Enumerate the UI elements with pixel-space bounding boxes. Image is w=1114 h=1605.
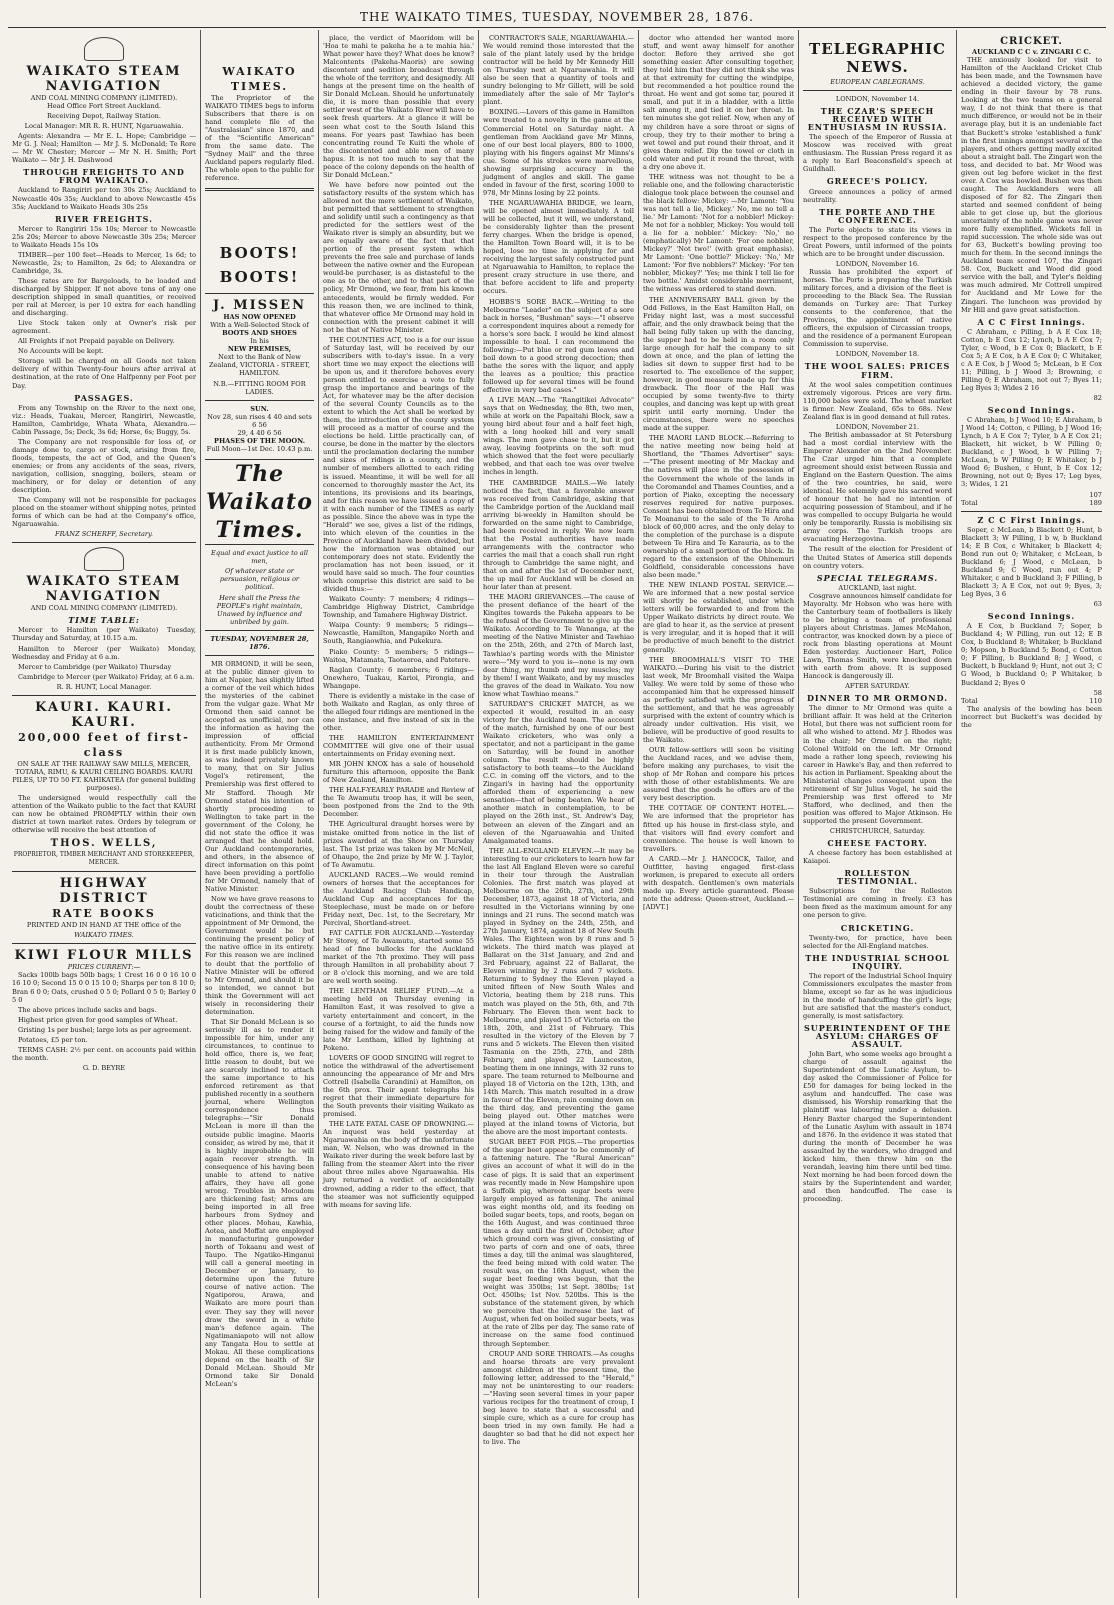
article-paragraph: MR JOHN KNOX has a sale of household furniture this afternoon, opposite the Bank of New Zealand, Hamilton. [323, 760, 474, 785]
divider [12, 542, 196, 543]
cable-body: The Porte objects to state its views in respect to the proposed conference by the Great Powers, until informed of the points which are to be brought under discussion. [803, 225, 952, 258]
article-paragraph: A LIVE MAN.—The "Rangitikei Advocate" says that on Wednesday, the 8th, two men, while at work on the Papaitahi Block, saw a young bird about four and a half feet high, with a long hooked bill and very small wings. The men gave chase to it, but it got away, leaving footprints on the soft mud which showed that the feet were peculiarly webbed, and that each toe was over twelve inches in length. [483, 396, 634, 477]
article-paragraph: AUCKLAND RACES.—We would remind owners of horses that the acceptances for the Auckland Racing Club Handicap, Auckland Cup and acceptances for the Steeplechase, must be made on or before Friday next, Dec. 1st, to the Secretary, Mr Percival, Shortland-street. [323, 870, 474, 928]
sun-times: Nov 28, sun rises 4 40 and sets 6 56 [207, 413, 312, 430]
missen-in: In his [250, 336, 269, 345]
cricket-report: THE anxiously looked for visit to Hamilton of the Auckland Cricket Club has been made, and the Townsmen have achieved a decided victory, the game ending in their favour by 78 runs. Looking at the two teams on a general way, I do not think that there is that much difference, or would not be in their average play, but it is an undeniable fact that Buckett's stroke 'established a funk' in the first innings amongst several of the players, and others getting madly excited about a straight ball. The Zingari won the toss, and decided to bat. Mr Wood was given out leg before wicket in the first over. A Cox was bowled. Bushen was then caught. The Aucklanders were all disposed of for 82. The Zingari then started and seemed confident of being able to get close up, but the glorious uncertainty of the noble game was never more fully exemplified. Wickets fell in rapid succession. The whole side was out for 63, Buckett's bowling proving too much for them. In the second innings the Auckland team scored 107, the Zingari 58. Cox, Buckett and Wood did good service with the ball, and Tyler's fielding was much admired. Mr Cottrell umpired for Auckland and Mr Lowe for the Zingari. The luncheon was provided by Mr Hill and gave great satisfaction. [961, 56, 1102, 314]
company-note: The Company will not be responsible for packages placed on the steamer without shipping notes, printed forms of which can be had at the Company's office, Ngaruawahia. [12, 496, 196, 529]
article-paragraph: SATURDAY'S CRICKET MATCH, as we expected it would, resulted in an easy victory for the Auckland team. The account of the match, furnished by one of our best Waikato cricketers, who was only a spectator, and not a participant in the game on Saturday, will be found in another column. The result should be highly satisfactory to both teams—to the Auckland C.C. in coming off the victors, and to the Zingari's in having had the opportunity afforded them of experiencing a new sensation—that of being beaten. We hear of another match in contemplation, to be played on the 26th inst., St. Andrew's Day, between an eleven of the Zingari and an eleven of the Ngaruawahia and United Amalgamated teams. [483, 699, 634, 845]
cable-heading: THE PORTE AND THE CONFERENCE. [819, 206, 936, 225]
ad2-subtitle: AND COAL MINING COMPANY (LIMITED). [30, 604, 178, 613]
ad-steam-nav-subtitle: AND COAL MINING COMPANY (LIMITED). [30, 94, 178, 102]
article-paragraph: SUGAR BEET FOR PIGS.—The properties of the sugar beet appear to be commonly of a fattening nature. The "Rural American" gives an account of what it will do in the case of pigs. It is said that an experiment was recently made in New Hampshire upon a Suffolk pig, whereon sugar beets were largely employed as fattening. The animal was eight months old, and its feeding on boiled sugar beets, tops, and roots, began on the 16th August, and was continued three times a day until the first of October, after which ground corn was given, consisting of two parts of corn and one of oats, three times a day, till the animal was slaughtered, the feed being mixed with cold water. The result was, on the 16th August, when the sugar beet feeding was begun, that the weight was 350lbs; 1st Sept. 380lbs; 1st Oct. 450lbs; 1st Nov. 520lbs. This is the substance of the statement given, by which we perceive that the increase the last of August, when fed on boiled sugar beets, was at the rate of 2lbs per day. The same rate of increase on the same food continued through September. [483, 1138, 634, 1348]
article-paragraph: THE Agricultural draught horses were by mistake omitted from notice in the list of prizes awarded at the Show on Thursday last. The 1st prize was taken by Mr McNeil, of Ohaupo, the 2nd prize by Mr W. J. Taylor, of Te Awamutu. [323, 820, 474, 869]
ad2-signature: R. R. HUNT, Local Manager. [56, 682, 152, 691]
divider [205, 655, 314, 656]
divider [12, 871, 196, 872]
columns [8, 30, 1106, 1598]
cable-date: LONDON, November 14. [835, 95, 920, 104]
cable-heading: THE CZAR'S SPEECH RECEIVED WITH ENTHUSIASM IN RUSSIA. [807, 106, 948, 133]
column-5 [638, 30, 798, 1598]
kauri-role: PROPRIETOR, TIMBER MERCHANT AND STOREKEEPER, MERCER. [13, 851, 195, 867]
telegram-body: Twenty-two, for practice, have been selected for the All-England matches. [803, 933, 952, 950]
cable-date: LONDON, November 21. [835, 422, 920, 431]
column-3 [318, 30, 478, 1598]
time-table-line: Cambridge to Mercer (per Waikato) Friday, at 6 a.m. [18, 672, 195, 681]
leader-paragraph: MR ORMOND, it will be seen, at the public dinner given to him at Napier, has slightly lifted a corner of the veil which hides the mysteries of the cabinet from the vulgar gaze. What Mr Ormond then said cannot be accepted as unofficial, nor can the information as having the impression of official authenticity. From Mr Ormond it is first made publicly known, as was indeed privately known to many, that on Sir Julius Vogel's retirement, the Premiership was first offered to Mr Stafford. Though Mr Ormond stated his intention of shortly proceeding to Wellington to take part in the government of the Colony, he did not state the office it was arranged that he should hold. Our Auckland contemporaries, and others, in the absence of direct information on this point have been providing a portfolio for Mr Ormond, namely that of Native Minister. [205, 659, 314, 894]
telegram-heading: ROLLESTON TESTIMONIAL. [836, 868, 919, 887]
cable-heading: GREECE'S POLICY. [826, 176, 929, 187]
ad-note: No Accounts will be kept. [18, 347, 104, 356]
article-paragraph: doctor who attended her wanted more stuff, and went away himself for another doctor. Before they arrived she got something easier. After consulting together, they told him that they did not think she was at that extremity for cutting the windpipe, but recommended a hot poultice round the throat. He went and got some tar, poured it small, and put it in a bladder, with a little salt among it, and tied it on her throat. In ten minutes she got relief. Now, when any of my children have a sore throat or signs of croup, they try to their mother to bring a wet towel and put round their throat, and it gives them relief. Dip the towel or cloth in cold water and put it round the throat, with a dry one above it. [643, 34, 794, 171]
kiwi-price-lines: Sacks 100lb bags 50lb bags; 1 Crest 16 0 0 16 10 0 16 10 0; Second 15 0 0 15 10 0; Sharps per ton 8 10 0; Bran 6 0 0; Oats, crushed 0 5 0; Pollard 0 5 0; Barley 0 5 0 [12, 971, 196, 1004]
telegram-body: Subscriptions for the Rolleston Testimonial are coming in freely. £3 has been fixed as the maximum amount for any one person to give. [803, 887, 952, 920]
article-paragraph: LOVERS OF GOOD SINGING will regret to notice the withdrawal of the advertisement announcing the appearance of Mr and Mrs Cottrell (Isabella Carandini) at Hamilton, on the 6th prox. Their agent telegraphs his regret that their immediate departure for the South prevents their visiting Waikato as promised. [323, 1053, 474, 1119]
cable-body: The British ambassador at St Petersburg had a most cordial interview with the Emperor Alexander on the 2nd November. The Czar urged him that a complete agreement should exist between Russia and England on the Eastern Question. The aims of the two countries, he said, were identical. He solemnly gave his sacred word of honour that he had no intention of acquiring possession of Stamboul, and if he was compelled to occupy Bulgaria he would only be temporarily. Russia is mobilising six army corps. The Turkish troops are evacuating Herzegovina. [803, 430, 952, 544]
article-paragraph: THE LENTHAM RELIEF FUND.—At a meeting held on Thursday evening in Hamilton East, it was resolved to give a variety entertainment and concert, in the course of a fortnight, to aid the funds now being raised for the widow and family of the late Mr Lentham, killed by lightning at Pokeno. [323, 987, 474, 1052]
kauri-feet: 200,000 feet of first-class [18, 730, 190, 759]
column-1-advertisements [8, 30, 200, 1598]
telegram-body: John Bart, who some weeks ago brought a charge of assault against the Superintendent of the Lunatic Asylum, to-day asked the Commissioner of Police for £50 for damages for being locked in the asylum and handcuffed. The case was dismissed, his Worship remarking that the plaintiff was labouring under a delusion. Henry Baxter charged the Superintendent of the Lunatic Asylum with assault in 1874 and 1876. In the evidence it was stated that during the month of December he was assaulted by the warders, who dragged and kicked him, then threw him on the verandah, leaving him there until bed time. Next morning he had been forced down the stairs by the Superintendent and warder, and then handcuffed. The case is proceeding. [803, 1050, 952, 1203]
ad-steam-nav-title: WAIKATO STEAM NAVIGATION [26, 64, 182, 94]
time-table-line: Mercer to Cambridge (per Waikato) Thursday [18, 662, 172, 671]
missen-name: J. MISSEN [213, 297, 306, 313]
company-note: The Company are not responsible for loss of, or damage done to, cargo or stock, arising from fire, floods, tempests, the act of God, and the Queen's enemies; or from any accidents of the seas, rivers, navigation, collision, snagging, boilers, steam or machinery, or for delay or detention of any description. [12, 437, 196, 495]
kauri-note: The undersigned would respectfully call the attention of the Waikato public to the fact that KAURI can now be obtained PROMPTLY within their own district at town market rates. Orders by telegram or otherwise will receive the best attention of [12, 793, 196, 835]
telegram-heading: THE INDUSTRIAL SCHOOL INQUIRY. [805, 952, 950, 971]
article-paragraph: FAT CATTLE FOR AUCKLAND.—Yesterday Mr Storey, of Te Awamutu, started some 55 head of fine bullocks for the Auckland market of the 7th proximo. They will pass through Hamilton in all probability about 7 or 8 o'clock this morning, and we are told are well worth seeing. [323, 929, 474, 986]
telegram-body: A cheese factory has been established at Kaiapoi. [803, 849, 952, 866]
ad-receiving-depot: Receiving Depot, Railway Station. [46, 112, 162, 121]
moon-phase: Full Moon—1st Dec. 10.43 p.m. [206, 445, 313, 454]
ad-note: These rates are for Bargeloads, to be loaded and discharged by Shipper. If not above tons of any one description shipped in small quantities, or received per rail at Mercer, is per 10 extra for each handling and discharging. [12, 276, 196, 318]
waikato-times-notice-body: The Proprietor of the WAIKATO TIMES begs to inform Subscribers that there is on hand complete file of the "Australasian" since 1870, and of the "Scientific American" from the same date. The "Sydney Mail" and the three Auckland papers regularly filed. The whole open to the public for reference. [205, 94, 314, 183]
kauri-mill: ON SALE AT THE RAILWAY SAW MILLS, MERCER, [17, 759, 191, 768]
ship-emblem-icon [84, 37, 124, 61]
innings-total-row [961, 600, 1102, 608]
cable-date: LONDON, November 16. [835, 259, 920, 268]
article-paragraph: THE NEW INLAND POSTAL SERVICE.—We are informed that a new postal service will shortly be established, under which letters will be forwarded to and from the Upper Waikato districts by direct route. We are glad to hear it, as the service at present is very irregular, and it is hoped that it will be productive of much benefit to the district generally. [643, 581, 794, 654]
paper-title: The Waikato Times. [206, 461, 313, 544]
match-total: 110 [1089, 696, 1102, 705]
missen-address: Next to the Bank of New Zealand, VICTORIA - STREET, HAMILTON. [208, 352, 311, 377]
telegram-heading: CHEESE FACTORY. [827, 838, 928, 849]
telegram-heading: DINNER TO MR ORMOND. [806, 693, 949, 704]
missen-opened: HAS NOW OPENED [223, 312, 296, 321]
innings-scores: C Abraham, c Pilling, b A E Cox 18; Cotton, b E Cox 12; Lynch, b A E Cox 7; Tyler, c Wood, b E Cox 0; Blackett, b E Cox 5; A E Cox, b A E Cox 0; C Whitaker, c A E Cox, b J Wood 5; McLean, b E Cox 11; Pilling, b J Wood 3; Browning, c Pilling 0; E Abraham, not out 7; Byes 11; Leg Byes 3; Wides 2 16 [961, 327, 1102, 392]
match-total: 189 [1089, 498, 1102, 507]
innings-total: 107 [1089, 490, 1102, 499]
article-paragraph: Waipa County: 9 members; 5 ridings—Newcastle, Hamilton, Mangapiko North and South, Rangiaowhia, and Pukekura. [323, 621, 474, 646]
divider [205, 400, 314, 401]
article-paragraph: THE COTTAGE OF CONTENT HOTEL.—We are informed that the proprietor has fitted up his house in first-class style, and that visitors will find every comfort and convenience. The house is well known to travellers. [643, 804, 794, 853]
passages-heading: PASSAGES. [74, 392, 134, 403]
innings-total: 63 [1093, 600, 1102, 609]
time-table-line: Hamilton to Mercer (per Waikato) Monday, Wednesday and Friday at 6 a.m. [12, 644, 196, 661]
telegram-body: The report of the Industrial School Inquiry Commissioners exculpates the master from blame, except so far as he was injudicious in the mode of handcuffing the girl's legs; but are satisfied that the master's conduct, generally, is most satisfactory. [803, 971, 952, 1020]
article-paragraph: THE MAORI GRIEVANCES.—The cause of the present defiance of the heart of the Kingites towards the Pakeha appears to be the refusal of the Government to give up the Waikato. According to Te Wananga, at the meeting of the Native Minister and Tawhiao on the 25th, 26th, and 27th of March last, Tawhiao's parting words with the Minister were—"My word to you is—none is my own dear thing, my thumb and my muscles; my by them! I want Waikato, and by my muscles the graves of the dead in Waikato. You now know what Tawhiao means." [483, 593, 634, 698]
total-label: Total [961, 696, 978, 705]
innings-total-row [961, 394, 1102, 402]
telegram-date: AFTER SATURDAY. [845, 682, 910, 691]
divider [205, 630, 314, 631]
passages-text: From any Township on the River to the next one, viz.: Heads, Tuakau, Mercer, Rangiriri, Newcastle, Hamilton, Cambridge, Whata Whata, Alexandra.—Cabin Passage, 5s; Deck, 3s 6d; Horse, 6s; Buggy, 5s. [12, 403, 196, 436]
kauri-kinds: TOTARA, RIMU, & KAURI CEILING BOARDS. KAURI PILES, UP TO 50 FT. KAHIKATEA (for general building purposes). [12, 767, 196, 792]
innings-scores: Soper, c McLean, b Blackett 0; Hunt, b Blackett 3; W Pilling, l b w, b Buckland 14; E B Cox, c Whitaker, b Blackett 4; Bond run out 0; Whitaker, c McLean, b Buckland 6; J Wood, c McLean, b Buckland 9; C Wood, run out 4; P Whitaker, c and b Buckland 3; F Pilling, b Blackett 3; A E Cox, not out 9; Byes, 3; Leg Byes, 3 6 [961, 525, 1102, 599]
innings-total: 58 [1093, 688, 1102, 697]
total-label: Total [961, 498, 978, 507]
kiwi-grist: Gristing 1s per bushel; large lots as per agreement. [18, 1025, 192, 1034]
ad2-title: WAIKATO STEAM NAVIGATION [26, 574, 182, 605]
innings-scores: C Abraham, b J Wood 10; E Abraham, b J Wood 14; Cotton, c Pilling, b J Wood 16; Lynch, b A E Cox 7; Tyler, b A E Cox 21; Blackett, hit wicket, b W Pilling 0; Buckland, c J Wood, b W Pilling 7; McLean, b W Pilling 0; E Whitaker, b J Wood 6; Bushen, c Hunt, b E Cox 12; Browning, not out 0; Byes 17; Leg byes, 3; Wides, 1 21 [961, 416, 1102, 489]
article-paragraph: A CARD.—Mr J. HANCOCK, Tailor, and Outfitter, having engaged first-class workmen, is prepared to execute all orders with despatch. Gentlemen's own materials made up. Every article guaranteed. Please note the address: Queen-street, Auckland.—[ADVT.] [643, 854, 794, 911]
ad-freight-rates: Auckland to Rangiriri per ton 30s 25s; Auckland to Newcastle 40s 35s; Auckland to above Newcastle 45s 35s; Auckland to Waikato Heads 30s 25s [12, 186, 196, 211]
innings-total-row [961, 491, 1102, 499]
sun-times: 29, 4 40 6 56 [237, 429, 282, 438]
kiwi-note: The above prices include sacks and bags. [18, 1005, 157, 1014]
divider [803, 90, 952, 91]
ad-agents: Agents: Alexandra — Mr E. L. Hope; Cambridge — Mr G. J. Neal; Hamilton — Mr J. S. McDonald; Te Rore — Mr W. Chester; Mercer — Mr N. H. Smith; Port Waikato — Mr J. H. Dashwood [12, 132, 196, 165]
column-4 [478, 30, 638, 1598]
telegram-body: Cosgrave announces himself candidate for Mayoralty. Mr Hobson who was here with the Canterbury team of footballers is likely to be bringing a team of professional players about Christmas. James McMahon, contractor, was knocked down by a piece of rock from blasting operations at Mount Eden yesterday. Auctioneer Hart, Police Lawn, Thomas Smith, were knocked down with earth from above. It is supposed Hancock is dangerously ill. [803, 591, 952, 681]
divider [12, 943, 196, 944]
kiwi-wheat: Highest price given for good samples of Wheat. [18, 1015, 178, 1024]
ad-timber-rates: TIMBER—per 100 feet—Heads to Mercer, 1s 6d; to Newcastle, 2s; to Hamilton, 2s 6d; to Alexandra or Cambridge, 3s. [12, 250, 196, 275]
motto: Here shall the Press the PEOPLE's right maintain, Unawed by influence and unbribed by gain. [216, 593, 303, 626]
article-paragraph: THE witness was not thought to be a reliable one, and the following characteristic dialogue took place between the counsel and the black fellow: Mickey: —Mr Lamont: 'You was not tell a lie, Mickey.' No, me no tell a lie.' Mr Lamont: 'Not for a nobbler! Mickey: Me not for a nobbler, Mickey: You would tell a lie for a nobbler.' Mickey: 'No,' no (emphatically) Mr Lamont: 'For one nobbler, Mickey?' 'Not two!' (with great emphasis). Mr Lamont: 'One bottle?' Mickey: 'No,' Mr Lamont: 'For five nobblers?' Mickey: 'For ten nobbler, Mickey?' 'Yes; me think I tell lie for two bottle.' Amidst considerable merriment, the witness was ordered to stand down. [643, 172, 794, 294]
highway-title: HIGHWAY DISTRICT [59, 876, 149, 907]
cable-body: At the wool sales competition continues extremely vigorous. Prices are very firm. 110,000 bales were sold. The wheat market is firmer. New Zealand, 65s to 68s. New Zealand flax is in good demand at full rates. [803, 380, 952, 421]
column-2 [200, 30, 318, 1598]
leader-paragraph: Now we have grave reasons to doubt the correctness of these vaticinations, and think that the appointment of Mr Ormond, the Government would be but continuing the present policy of the native office in its entirety. For this reason we are inclined to doubt that the portfolio of Native Minister will be offered to Mr Ormond, and should it be so intended, we cannot but think the Government will act wisely in reconsidering their determination. [205, 895, 314, 1016]
innings-scores: A E Cox, b Buckland 7; Soper, b Buckland 4; W Pilling, run out 12; E B Cox, b Buckland 8; Whitaker, b Buckland 0; Mopson, b Buckland 5; Bond, c Cotton 0; F Pilling, b Buckland 8; J Wood, c Buckett, b Buckland 9; Hunt, not out 3; C G Wood, b Buckland 0; P Whitaker, b Buckland 2; Byes 0 [961, 622, 1102, 687]
kauri-signature: THOS. WELLS, [50, 838, 158, 850]
article-paragraph: Piako County: 5 members; 5 ridings—Waitoa, Matamata, Taotaoroa, and Patetere. [323, 647, 474, 664]
article-paragraph: HOBBS'S SORE BACK.—Writing to the Melbourne "Leader" on the subject of a sore back in horses, "Bushman" says:—"I observe a correspondent inquires about a remedy for a horse's sore back. I would be kind almost impossible to heal. I can recommend the following:—Put blue or red gum leaves and boil down to a good strong decoction; then bathe the sores with the liquor, and apply the leaves as a poultice; this practice followed up for several times will be found effective in very bad cases." [483, 297, 634, 395]
innings-heading: A C C First Innings. [977, 316, 1086, 327]
highway-note: PRINTED AND IN HAND AT THE office of the [26, 921, 182, 930]
article-paragraph: There is evidently a mistake in the case of both Waikato and Raglan, as only three of the alleged four ridings are mentioned in the one instance, and five instead of six in the other. [323, 691, 474, 732]
article-paragraph: place, the verdict of Maoridom will be 'Hoa te mahi te pakeha he a te mahia hia.' What power have they? What does he know? Malcontents (Pakeha-Maoris) are sowing discontent and sedition broadcast through the whole of the territory, and designedly. All hangs at the present time on the health of Sir Donald McLean. Should he unfortunately die, it is more than possible that every settler west of the Waikato River will have to seek fresh quarters. At a glance it will be seen what cost to the South Island this means. For years past Tawhiao has been concentrating round Te Kuiti the whole of the discontented and able men of many hapus. It is not too much to say that the peace of the colony depends on the health of Sir Donald McLean." [323, 34, 474, 179]
divider [961, 511, 1102, 512]
ad-local-manager: Local Manager: MR R. R. HUNT, Ngaruawahia. [24, 122, 184, 131]
kiwi-title: KIWI FLOUR MILLS [14, 948, 194, 964]
innings-heading: Second Innings. [987, 405, 1076, 416]
cricket-match: AUCKLAND C C v. ZINGARI C C. [972, 48, 1091, 57]
kiwi-potatoes: Potatoes, £5 per ton. [18, 1035, 88, 1044]
cricket-title: CRICKET. [1000, 36, 1063, 47]
cable-body: The result of the election for President of the United States of America still depends on country voters. [803, 545, 952, 570]
time-table-line: Mercer to Hamilton (per Waikato) Tuesday, Thursday and Saturday, at 10.15 a.m. [12, 626, 196, 643]
masthead: THE WAIKATO TIMES, TUESDAY, NOVEMBER 28, 1876. [8, 6, 1106, 28]
article-paragraph: THE ANNIVERSARY BALL given by the Odd Fellows, in the East Hamilton Hall, on Friday night last, was a most successful affair, and the only drawback being that the hall being fully taken up with the dancing, the supper had to be held in a room only large enough for half the company to sit down at once, and the plan of letting the ladies sit down to supper first had to be resorted to. The excellence of the supper, however, in good measure made up for this drawback. The floor of the Hall was occupied by some twenty-five to thirty couples, and dancing was kept up with great spirit until early morning. Under the circumstances, there were no speeches made at the supper. [643, 295, 794, 433]
bowling-analysis-note: The analysis of the bowling has been incorrect but Buckett's was decided by the [961, 704, 1102, 729]
missen-goods: BOOTS AND SHOES [222, 328, 297, 337]
ad-through-freights: THROUGH FREIGHTS TO AND FROM WAIKATO. [23, 167, 185, 186]
ad-note: Live Stock taken only at Owner's risk per agreement. [12, 319, 196, 336]
column-7-cricket [956, 30, 1106, 1598]
article-paragraph: THE LATE FATAL CASE OF DROWNING.—An inquest was held yesterday at Ngaruawahia on the body of the unfortunate man, W. Nelson, who was drowned in the Waikato river during the week before last by falling from the steamer Alert into the river about three miles above Ngaruawahia. His jury returned a verdict of accidentally drowned, adding a rider to the effect, that the steamer was not sufficiently equipped with means for saving life. [323, 1120, 474, 1209]
match-total-row [961, 499, 1102, 507]
cable-body: The speech of the Emperor of Russia at Moscow was received with great enthusiasm. The Russian Press regard it as a reply to Earl Beaconsfield's speech at Guildhall. [803, 133, 952, 174]
kiwi-terms: TERMS CASH: 2½ per cent. on accounts paid within the month. [12, 1045, 196, 1062]
missen-nb: N.B.—FITTING ROOM FOR LADIES. [213, 379, 306, 396]
article-paragraph: THE BROOMHALL'S VISIT TO THE WAIKATO.—During his visit to the district last week, Mr Broomhall visited the Waipa Valley. We were told by some of those who accompanied him that he expressed himself as perfectly satisfied with the progress of the settlement, and that he was agreeably surprised with the extent of country which is already under cultivation. His visit, we believe, will be productive of good results to the Waikato. [643, 655, 794, 745]
article-paragraph: THE MAORI LAND BLOCK.—Referring to the native meeting now being held at Shortland, the "Thames Advertiser" says:—"The present meeting of Mr Mackay and the natives will place in the possession of the Government the whole of the lands in the Coromandel and Thames Counties, and a portion of Piako, excepting the necessary reserves required for native purposes. Consent has been obtained from Te Hira and Te Moananui to the sale of the Te Aroha block of 60,000 acres, and the only delay to the completion of the purchase is a dispute between Te Hira and Te Karauria, as to the ownership of a small portion of the block. In regard to the extension of the Ohinemuri Goldfield, considerable concessions have also been made." [643, 434, 794, 580]
cable-heading: THE WOOL SALES: PRICES FIRM. [804, 361, 951, 380]
cable-date: LONDON, November 18. [835, 350, 920, 359]
dateline: TUESDAY, NOVEMBER 28, 1876. [210, 634, 309, 651]
article-paragraph: OUR fellow-settlers will soon be visiting the Auckland races, and we advise them, before making any purchases, to visit the shop of Mr Rohan and compare his prices with those of other establishments. We are assured that the goods he offers are of the very best description. [643, 746, 794, 803]
highway-subtitle: RATE BOOKS [52, 907, 156, 921]
divider [205, 293, 314, 294]
ad-head-office: Head Office Fort Street Auckland. [46, 102, 162, 111]
telegram-date: CHRISTCHURCH, Saturday. [829, 827, 926, 836]
highway-paper: WAIKATO TIMES. [74, 931, 134, 940]
ad-note: All Freights if not Prepaid payable on Delivery. [18, 337, 175, 346]
ship-emblem-icon [84, 547, 124, 571]
ad-note: Storage will be charged on all Goods not taken delivery of within Twenty-four hours after arrival at destination, at the rate of One Halfpenny per Foot per Day. [12, 357, 196, 390]
motto: Equal and exact justice to all men, [211, 549, 308, 566]
telegram-heading: SUPERINTENDENT OF THE ASYLUM: CHARGES OF ASSAULT. [803, 1023, 952, 1050]
column-6-telegraphic [798, 30, 956, 1598]
newspaper-page [8, 6, 1106, 1598]
time-table-heading: TIME TABLE: [68, 615, 140, 626]
article-paragraph: Waikato County: 7 members; 4 ridings—Cambridge Highway District, Cambridge Township, and Tamahere Highway District. [323, 595, 474, 620]
article-paragraph: CONTRACTOR'S SALE, NGARUAWAHIA.—We would remind those interested that the sale of the plant lately used by the bridge contractor will be held by Mr Kennedy Hill on Thursday next at Ngaruawahia. It will also be seen that a quantity of tools and sundry belonging to Mr Gillett, will be sold immediately after the sale of Mr Taylor's plant. [483, 34, 634, 107]
divider [12, 695, 196, 696]
cablegrams-subtitle: EUROPEAN CABLEGRAMS. [830, 78, 925, 86]
kauri-title: KAURI. KAURI. KAURI. [35, 699, 173, 730]
waikato-times-notice-title: WAIKATO TIMES. [222, 65, 297, 93]
article-paragraph: BOXING.—Lovers of this game in Hamilton were treated to a novelty in the game at the Commercial Hotel on Saturday night. A gentleman from Auckland gave Mr Minns, one of our best local players, 800 to 1000, playing with his fingers against Mr Minns's cue. Some of his strokes were marvellous, showing surprising accuracy in the judgment of angles and skill. The game ended in favour of the first, scoring 1000 to 978, Mr Minns losing by 22 points. [483, 108, 634, 197]
cable-body: Russia has prohibited the export of horses. The Porte is preparing the Turkish military forces, and a division of the fleet is proceeding to the Black Sea. The Russian demands on Turkey are: That Turkey consents to the conference, that the Provinces, the appointment of native officers, the expulsion of Circassian troops, and the residence of a permanent European Commission to supervise. [803, 267, 952, 349]
missen-premises: NEW PREMISES, [227, 344, 292, 353]
kiwi-signature: G. D. BEYRE [82, 1063, 126, 1072]
article-paragraph: THE ALL-ENGLAND ELEVEN.—It may be interesting to our cricketers to learn how far the last All England Eleven were so careful in their tour through the Australian Colonies. The first match was played at Melbourne on the 26th, 27th, and 29th December, 1873, against 18 of Victoria, and resulted in the Victorians winning by one innings and 21 runs. The second match was played in Sydney on the 24th, 25th, and 27th January, 1874, against 18 of New South Wales. The Eighteen won by 8 runs and 5 wickets. The third match was played at Ballarat on the 31st January, and 2nd and 3rd February, against 22 of Ballarat, the Eleven winning by 2 runs and 7 wickets. Returning to Sydney the Eleven played a united fifteen of New South Wales and Victoria, beating them by 218 runs. This match was played on the 5th, 6th, and 7th February. The Eleven then went back to Melbourne, and played 15 of Victoria on the 18th, 20th, and 21st of February. This resulted in the victory of the Eleven by 7 runs and 5 wickets. The Eleven then visited Tasmania on the 25th, 27th, and 28th February, and played 22 Launceston, beating them in one innings, with 32 runs to spare. The team returned to Melbourne and played 18 of Victoria on the 12th, 13th, and 14th March. This match resulted in a draw in favour of the Eleven, rain coming down on the third day, and preventing the game being played out. Other matches were played at the inland towns of Victoria, but the above are the most important contests. [483, 846, 634, 1137]
telegram-date: AUCKLAND, last night. [838, 583, 917, 592]
kiwi-prices-heading: PRICES CURRENT:— [67, 963, 141, 972]
divider [205, 188, 314, 191]
match-total-row [961, 697, 1102, 705]
missen-stock: With a Well-Selected Stock of [210, 320, 309, 329]
sun-heading: SUN. [250, 404, 269, 413]
leader-paragraph: That Sir Donald McLean is so seriously ill as to render it impossible for him, under any circumstances, to continue to hold office, there is, we fear, little reason to doubt, but we are scarcely inclined to attach the same importance to his enforced retirement as that published recently in a southern journal, where Wellington correspondence thus telegraphs:—"Sir Donald McLean is more ill than the outside public imagine. Maoris consider, as wired by me, that it is highly improbable he will again recover strength. In consequence of his having been unable to attend to native affairs, they have all gone wrong. Troubles in Mocudom are thickening fast; arms are being imported in all free harbours from Sydney and other places. Mohau, Kawhia, Aotea, and Moffat are employed in manufacturing gunpowder north of Tokaanu and west of Taupo. The Ngatiko-Hinganui will call a general meeting in December or January, to determine upon the future course of native action. The Ngatiporou, Arawa, and Waikato are more pouri than ever. They say they will never draw the sword in a white man's defence again. The Ngatimaniapoto will not allow any Tangata Hou to settle at Mokau. All these complications depend on the health of Sir Donald McLean. Should Mr Ormond take Sir Donald McLean's [205, 1017, 314, 1388]
innings-total: 82 [1093, 394, 1102, 403]
motto: Of whatever state or persuasion, religious or political. [219, 567, 300, 592]
article-paragraph: THE HALF-YEARLY PARADE and Review of the Te Awamutu troop has, it will be seen, been postponed from the 2nd to the 9th December. [323, 786, 474, 819]
boots-title: BOOTS! BOOTS! [219, 243, 300, 286]
ad-river-freights: RIVER FREIGHTS. [55, 213, 153, 224]
telegram-heading: CRICKETING. [840, 922, 915, 933]
telegram-body: The dinner to Mr Ormond was quite a brilliant affair. It was held at the Criterion Hotel, but there was not sufficient room for all who wished to attend. Mr J. Rhodes was in the chair; Mr Ormond on the right; Colonel Witfold on the left. Mr Ormond made a rather long speech, reviewing his career in Hawke's Bay, and then referred to his action in Parliament. Speaking about the Ministerial changes consequent upon the retirement of Sir Julius Vogel, he said the Premiership was first offered to Mr Stafford, who declined, and then the position was offered to Major Atkinson. He supported the present Government. [803, 704, 952, 825]
special-telegrams-heading: SPECIAL TELEGRAMS. [816, 572, 939, 583]
secretary-signature: FRANZ SCHERFF, Secretary. [55, 530, 153, 539]
innings-heading: Z C C First Innings. [977, 514, 1086, 525]
article-paragraph: Raglan County: 6 members; 6 ridings—Onewhero, Tuakau, Karioi, Pirongia, and Whangape. [323, 665, 474, 690]
telegraphic-news-title: TELEGRAPHIC NEWS. [809, 40, 946, 76]
innings-heading: Second Innings. [987, 611, 1076, 622]
innings-total-row [961, 689, 1102, 697]
article-paragraph: We have before now pointed out the satisfactory results of the system which has allowed not the mere settlement of Waikato, but permitted that settlement to strengthen and solidify until such a contingency as that predicted for the settlers west of the Waikato river is simply an absurdity, but we are equally aware of the fact that that portion of the present system which prevents the free sale and purchase of lands between the native owner and the European would-be purchaser, is as distasteful to the one as to the other, and to that part of the policy, Mr Ormond, we fear, from his known antecedents, would be firmly wedded. For this reason then, we are inclined to think, that whatever office Mr Ormond may hold in connection with the present cabinet it will not be that of Native Minister. [323, 180, 474, 334]
article-paragraph: THE CAMBRIDGE MAILS.—We lately noticed the fact, that a favorable answer was received from Cambridge, asking that the Cambridge portion of the Auckland mail arriving bi-weekly in Hamilton should be forwarded on the same night to Cambridge, had been received in reply. We now learn that the Postal authorities have made arrangements with the contractor who carries the mail that a coach shall run right through to Cambridge the same night, and that on and after the 1st of December next, the up mail for Auckland will be closed an hour later than at present. [483, 478, 634, 592]
article-paragraph: CROUP AND SORE THROATS.—As coughs and hoarse throats are very prevalent amongst children at the present time, the following letter, addressed to the "Herald," may not be uninteresting to our readers:—"Having seen several times in your paper various recipes for the treatment of croup, I beg leave to state that a successful and simple cure, which as a cure for croup has been tried in my own family. He had a daughter so bad that he did not expect her to live. The [483, 1349, 634, 1447]
article-paragraph: THE COUNTIES ACT, too is a for our issue of Saturday last, will be received by our subscribers with to-day's issue. In a very short time we may expect the elections will be upon us, and it therefore behoves every person entitled to exercise a vote to fully grasp the importance and bearings of the Act, for whatever may be the after decision of the several County Councils as to the extent to which the Act shall be worked by them, the introduction of the county system will proceed as a matter of course and the elections be held. Little practically can, of course, be done in the matter by the electors until the proclamation declaring the number and sizes of ridings in a county, and the number of members allotted to each riding is issued. Meantime, it will be well for all concerned to thoroughly master the Act, its intentions, its provisions and its bearings, and for this reason we have issued a copy of it with each number of the TIMES as early as possible. Since the above was in type the "Herald" we see, gives a list of the ridings, into which eleven of the counties in the Province of Auckland have been divided, but how the information was obtained our contemporary does not state. Evidently the proclamation has not been issued, or it would have said so much. The four counties which comprise this district are said to be divided thus:— [323, 335, 474, 594]
cable-body: Greece announces a policy of armed neutrality. [803, 187, 952, 204]
article-paragraph: THE NGARUAWAHIA BRIDGE, we learn, will be opened almost immediately. A toll will be collected, but it will, we understand, be considerably lighter than the present ferry charges. When the bridge is opened, the Hamilton Town Board will, it is to be hoped, lose no time in applying for and receiving the largest safely constructed punt at Ngaruawahia to Hamilton, to replace the present crazy structure in use there, and that before accident to life and property occurs. [483, 198, 634, 296]
article-paragraph: THE HAMILTON ENTERTAINMENT COMMITTEE will give one of their usual entertainments on Friday evening next. [323, 733, 474, 759]
moon-heading: PHASES OF THE MOON. [213, 437, 305, 446]
ad-river-rates: Mercer to Rangiriri 15s 10s; Mercer to Newcastle 25s 20s; Mercer to above Newcastle 30s 25s; Mercer to Waikato Heads 15s 10s [12, 224, 196, 249]
